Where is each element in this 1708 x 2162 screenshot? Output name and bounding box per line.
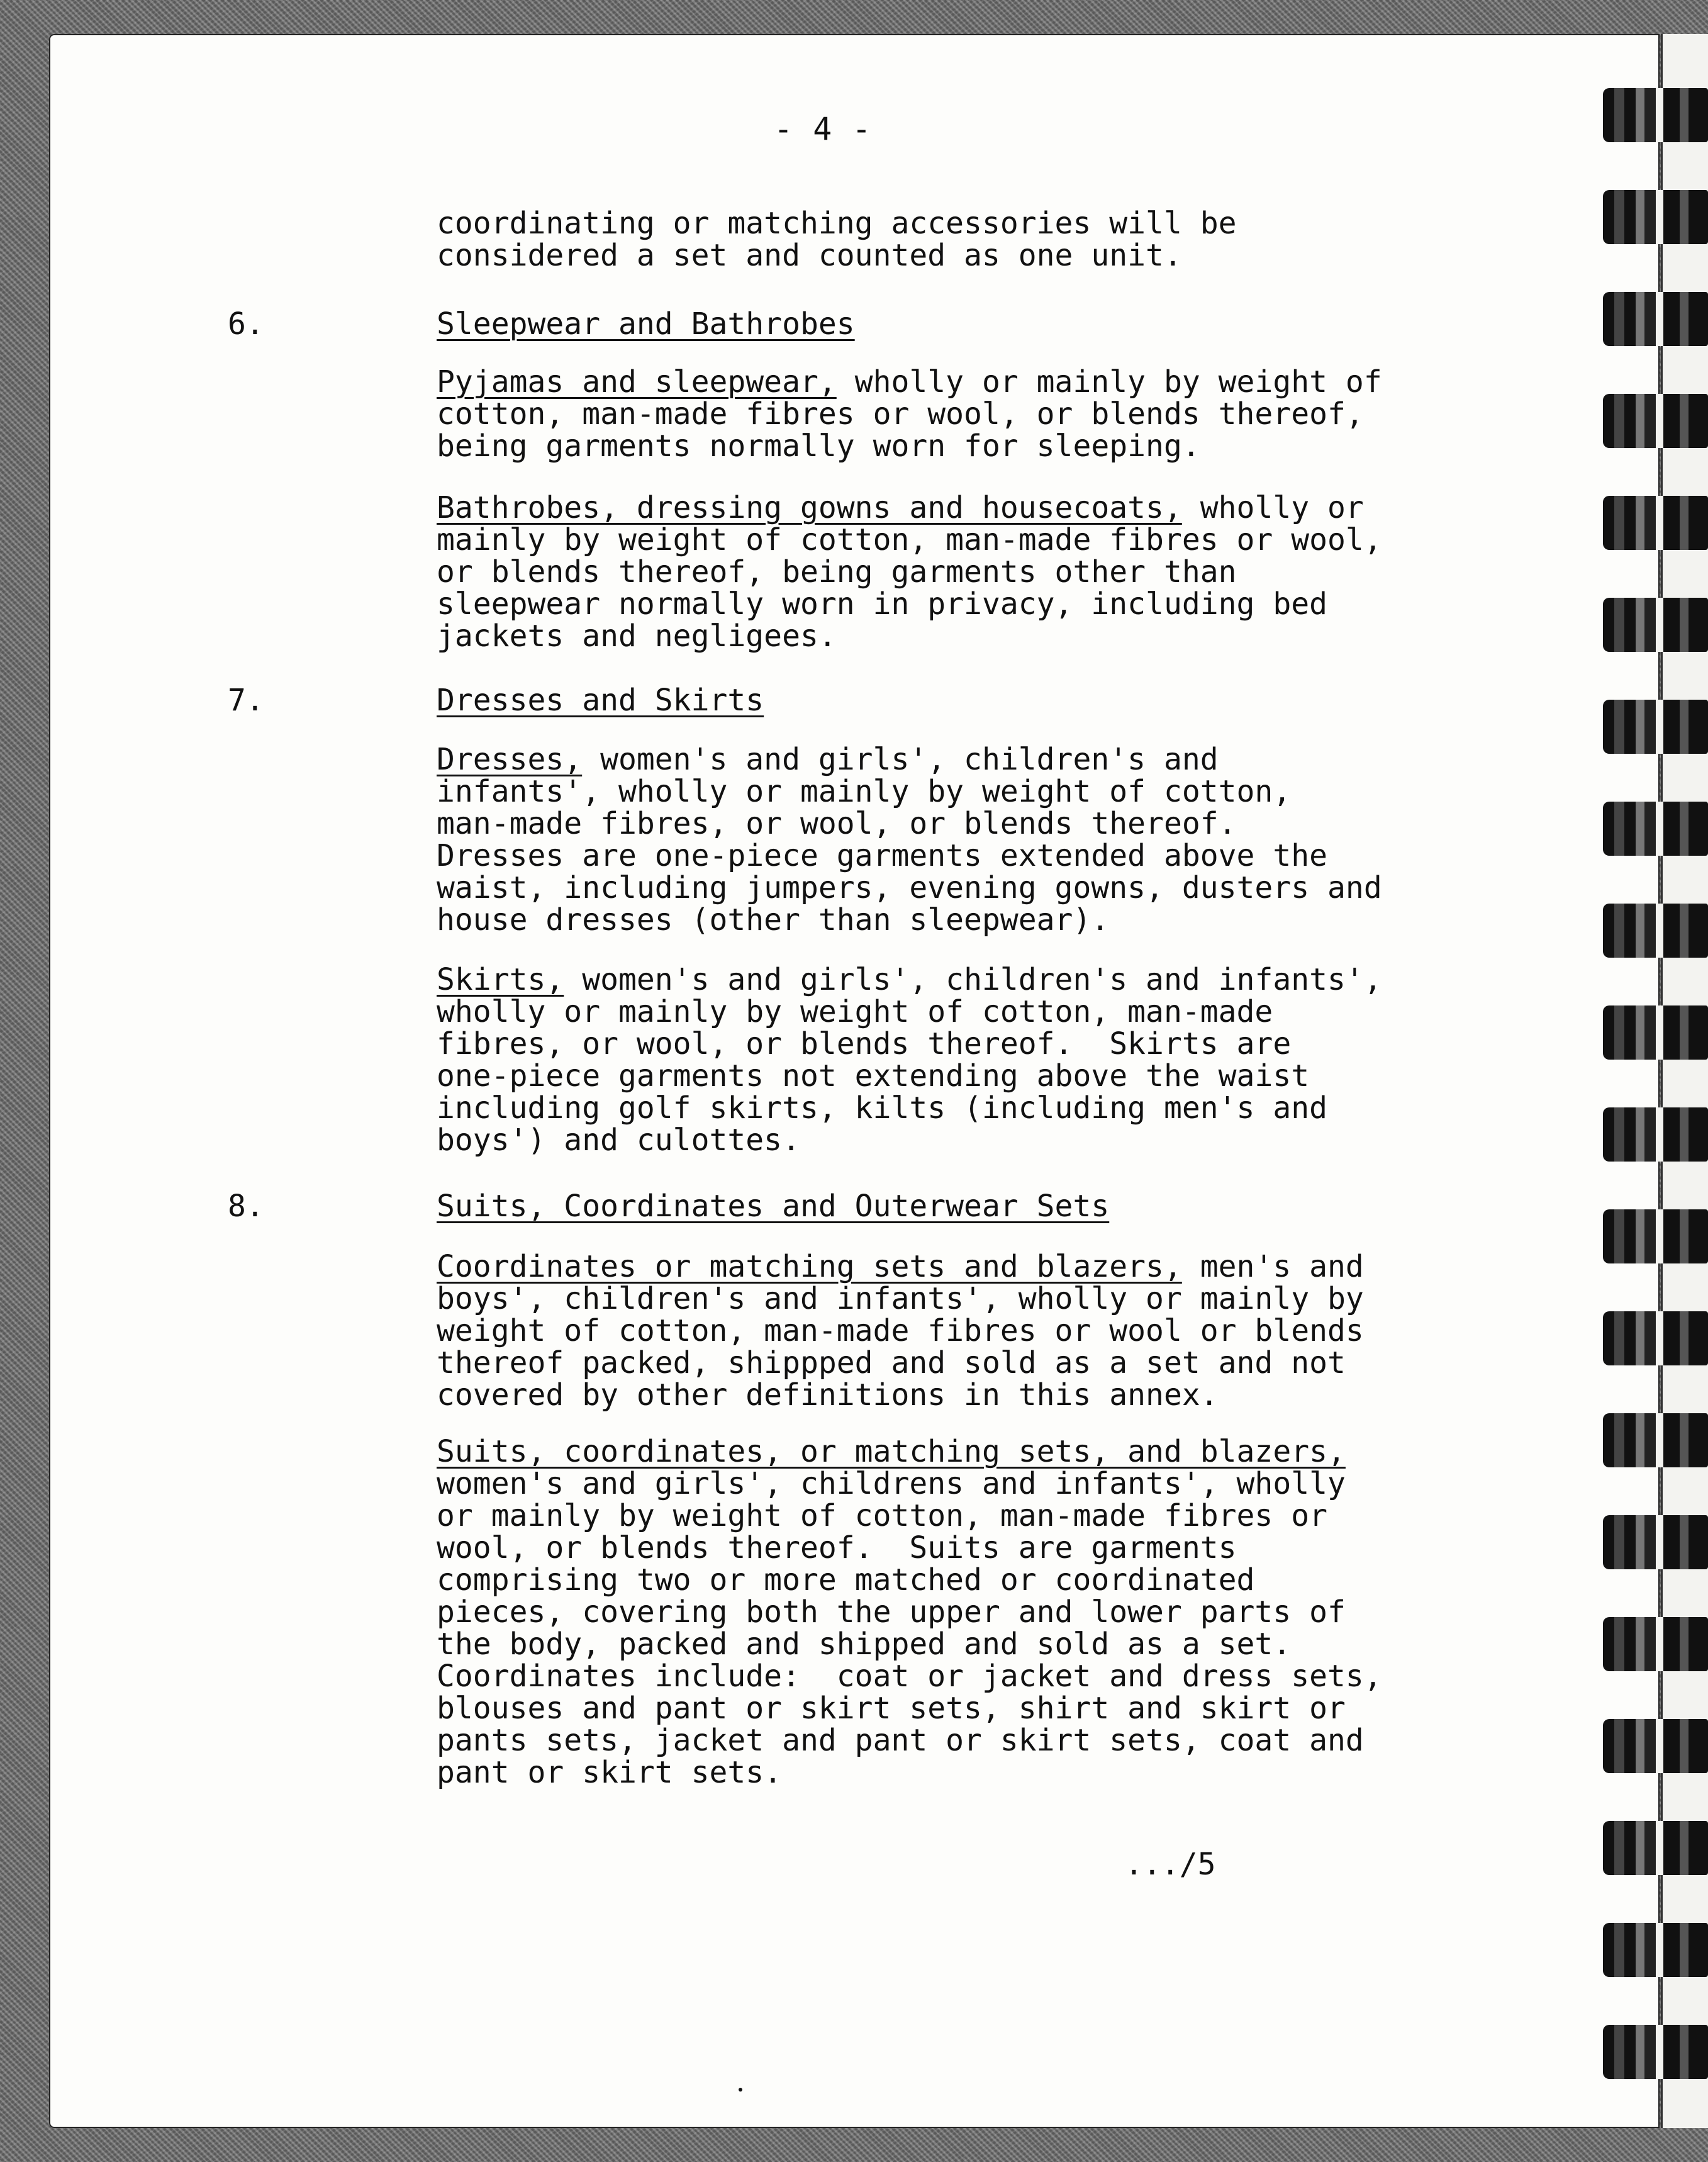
text-line: being garments normally worn for sleeping. [437, 428, 1200, 464]
text-line: jackets and negligees. [437, 619, 837, 654]
definition-paragraph [437, 964, 1443, 1157]
text-line: man-made fibres, or wool, or blends thereof. [437, 806, 1237, 841]
defined-term: Coordinates or matching sets and blazers, [437, 1249, 1182, 1284]
text-line: thereof packed, shippped and sold as a set and not [437, 1345, 1346, 1381]
continued-marker: .../5 [1125, 1847, 1216, 1882]
definition-paragraph [437, 1251, 1443, 1411]
text-line: boys') and culottes. [437, 1123, 800, 1158]
text-line: or mainly by weight of cotton, man-made fibres or [437, 1498, 1328, 1533]
text-line: Coordinates include: coat or jacket and dress sets, [437, 1659, 1382, 1694]
text-line: coordinating or matching accessories will be [437, 206, 1237, 241]
text-line: wholly or [1181, 490, 1364, 525]
text-line: boys', children's and infants', wholly or mainly by [437, 1281, 1364, 1316]
text-line: Dresses are one-piece garments extended above the [437, 838, 1328, 873]
section-number: 7. [228, 683, 264, 718]
text-line: blouses and pant or skirt sets, shirt and skirt or [437, 1691, 1346, 1726]
text-line: weight of cotton, man-made fibres or wool or blends [437, 1313, 1364, 1348]
defined-term: Dresses, [437, 742, 583, 777]
text-line: women's and girls', children's and [582, 742, 1219, 777]
text-line: considered a set and counted as one unit. [437, 238, 1182, 273]
defined-term: Skirts, [437, 962, 564, 997]
definition-paragraph [437, 492, 1443, 653]
text-line: waist, including jumpers, evening gowns, dusters and [437, 870, 1382, 905]
text-line: one-piece garments not extending above the waist [437, 1058, 1310, 1094]
text-line: house dresses (other than sleepwear). [437, 902, 1110, 938]
definition-paragraph [437, 1436, 1443, 1789]
defined-term: Bathrobes, dressing gowns and housecoats, [437, 490, 1182, 525]
text-line: pieces, covering both the upper and lower parts of [437, 1594, 1346, 1630]
defined-term: Pyjamas and sleepwear, [437, 364, 837, 400]
section-number: 8. [228, 1189, 264, 1224]
text-line: fibres, or wool, or blends thereof. Skirts are [437, 1026, 1292, 1061]
text-line: mainly by weight of cotton, man-made fibres or wool, [437, 522, 1382, 557]
defined-term: Suits, coordinates, or matching sets, and blazers, [437, 1434, 1346, 1469]
text-line: sleepwear normally worn in privacy, including bed [437, 586, 1328, 622]
scan-speck [739, 2088, 742, 2092]
definition-paragraph [437, 366, 1443, 462]
text-line: men's and [1181, 1249, 1364, 1284]
section-heading: Dresses and Skirts [437, 683, 764, 718]
text-line: wholly or mainly by weight of cotton, man-made [437, 994, 1273, 1029]
text-line: wool, or blends thereof. Suits are garments [437, 1530, 1237, 1565]
text-line: infants', wholly or mainly by weight of cotton, [437, 774, 1292, 809]
definition-paragraph [437, 744, 1443, 936]
text-line: wholly or mainly by weight of [836, 364, 1382, 400]
section-number: 6. [228, 306, 264, 342]
section-heading: Sleepwear and Bathrobes [437, 306, 855, 342]
intro-paragraph [437, 208, 1443, 272]
page-number: - 4 - [774, 111, 872, 147]
text-line: or blends thereof, being garments other than [437, 554, 1237, 590]
text-line: the body, packed and shipped and sold as a set. [437, 1627, 1292, 1662]
text-line: pant or skirt sets. [437, 1755, 783, 1790]
text-line: women's and girls', childrens and infants', wholly [437, 1466, 1346, 1501]
text-line: pants sets, jacket and pant or skirt sets, coat and [437, 1723, 1364, 1758]
section-heading: Suits, Coordinates and Outerwear Sets [437, 1189, 1110, 1224]
text-line: women's and girls', children's and infants', [564, 962, 1382, 997]
text-line: including golf skirts, kilts (including men's and [437, 1090, 1328, 1126]
text-line: comprising two or more matched or coordinated [437, 1562, 1255, 1598]
text-line: covered by other definitions in this annex. [437, 1377, 1219, 1413]
text-line: cotton, man-made fibres or wool, or blends thereof, [437, 396, 1364, 432]
